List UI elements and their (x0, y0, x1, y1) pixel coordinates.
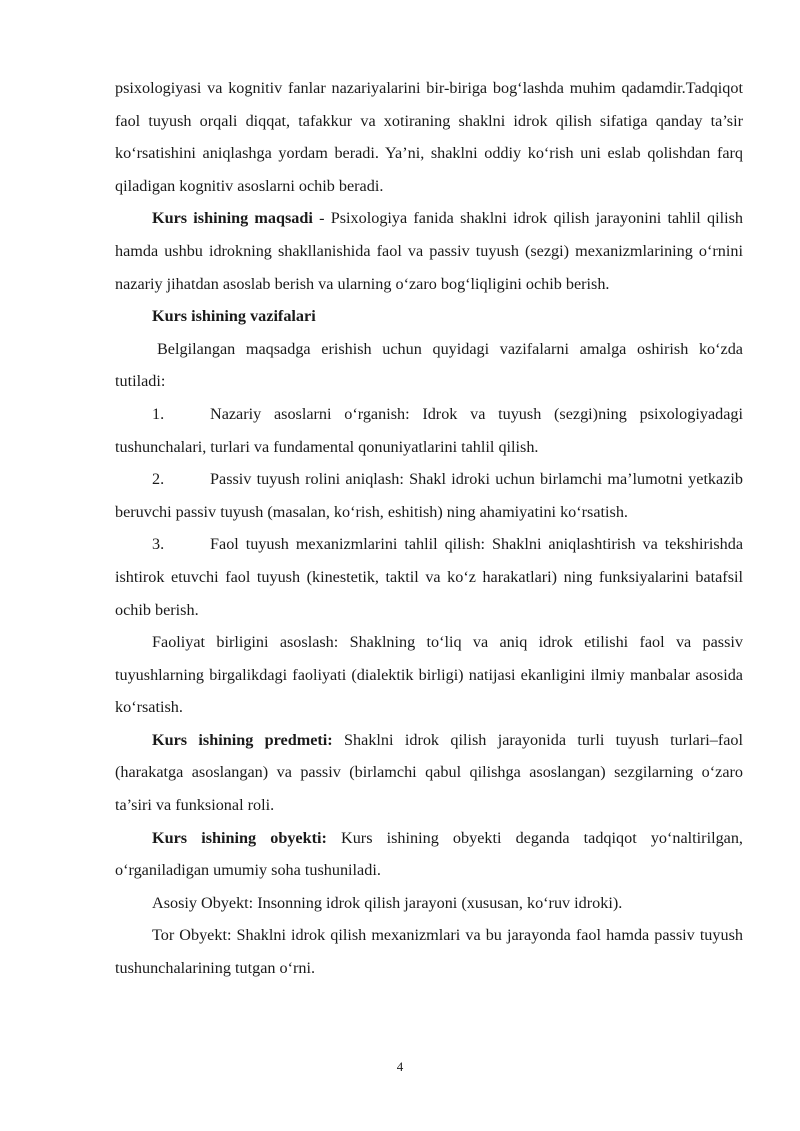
obyekt-text: Kurs ishining obyekti deganda tadqiqot yo‘naltirilgan, o‘rganiladigan umumiy soha tushuniladi. (115, 828, 743, 880)
paragraph-obyekt (115, 822, 743, 887)
list-item-text: Nazariy asoslarni o‘rganish: Idrok va tuyush (sezgi)ning psixologiyadagi tushunchalari, turlari va fundamental qonuniyatlarini tahlil qilish. (115, 404, 743, 456)
maqsad-label: Kurs ishining maqsadi (152, 209, 313, 228)
list-item (115, 463, 743, 528)
list-item-number: 3. (152, 535, 165, 554)
paragraph-intro: psixologiyasi va kognitiv fanlar nazariyalarini bir-biriga bog‘lashda muhim qadamdir.Tadqiqot faol tuyush orqali diqqat, tafakkur va xotiraning shaklni idrok qilish sifatiga qanday ta’sir ko‘rsatishini aniqlashga yordam beradi. Ya’ni, shaklni oddiy ko‘rish uni eslab qolishdan farq qiladigan kognitiv asoslarni ochib beradi. (115, 79, 743, 195)
paragraph-maqsad (115, 202, 743, 300)
vazifalar-heading (115, 300, 743, 333)
list-item-text: Faol tuyush mexanizmlarini tahlil qilish: Shaklni aniqlashtirish va tekshirishda ishtirok etuvchi faol tuyush (kinestetik, taktil va ko‘z harakatlari) ning funksiyalarini batafsil ochib berish. (115, 535, 743, 619)
body-text (115, 72, 743, 985)
list-item (115, 528, 743, 626)
list-item-text: Passiv tuyush rolini aniqlash: Shakl idroki uchun birlamchi ma’lumotni yetkazib beruvchi passiv tuyush (masalan, ko‘rish, eshitish) ning ahamiyatini ko‘rsatish. (115, 470, 743, 521)
maqsad-text: - Psixologiya fanida shaklni idrok qilish jarayonini tahlil qilish hamda ushbu idrokning shakllanishida faol va passiv tuyush (sezgi) mexanizmlarining o‘rnini nazariy jihatdan asoslab berish va ularning o‘zaro bog‘liqligini ochib berish. (115, 209, 743, 293)
paragraph-faoliyat: Faoliyat birligini asoslash: Shaklning to‘liq va aniq idrok etilishi faol va passiv tuyushlarning birgalikdagi faoliyati (dialektik birligi) natijasi ekanligini ilmiy manbalar asosida ko‘rsatish. (115, 633, 743, 717)
paragraph-tor-obyekt: Tor Obyekt: Shaklni idrok qilish mexanizmlari va bu jarayonda faol hamda passiv tuyush tushunchalarining tutgan o‘rni. (115, 926, 743, 978)
list-item (115, 398, 743, 463)
vazifalar-heading-text: Kurs ishining vazifalari (152, 307, 316, 326)
paragraph-asosiy-obyekt: Asosiy Obyekt: Insonning idrok qilish jarayoni (xususan, ko‘ruv idroki). (152, 893, 623, 912)
list-item-number: 2. (152, 470, 165, 489)
page-number: 4 (396, 1059, 404, 1074)
predmet-text: Shaklni idrok qilish jarayonida turli tuyush turlari–faol (harakatga asoslangan) va passiv (birlamchi qabul qilishga asoslangan) sezgilarning o‘zaro ta’siri va funksional roli. (115, 730, 743, 815)
obyekt-label: Kurs ishining obyekti: (152, 828, 327, 847)
vazifalar-intro: Belgilangan maqsadga erishish uchun quyidagi vazifalarni amalga oshirish ko‘zda tutiladi: (115, 339, 743, 391)
predmet-label: Kurs ishining predmeti: (152, 730, 333, 749)
paragraph-predmet (115, 724, 743, 822)
list-item-number: 1. (152, 404, 165, 423)
